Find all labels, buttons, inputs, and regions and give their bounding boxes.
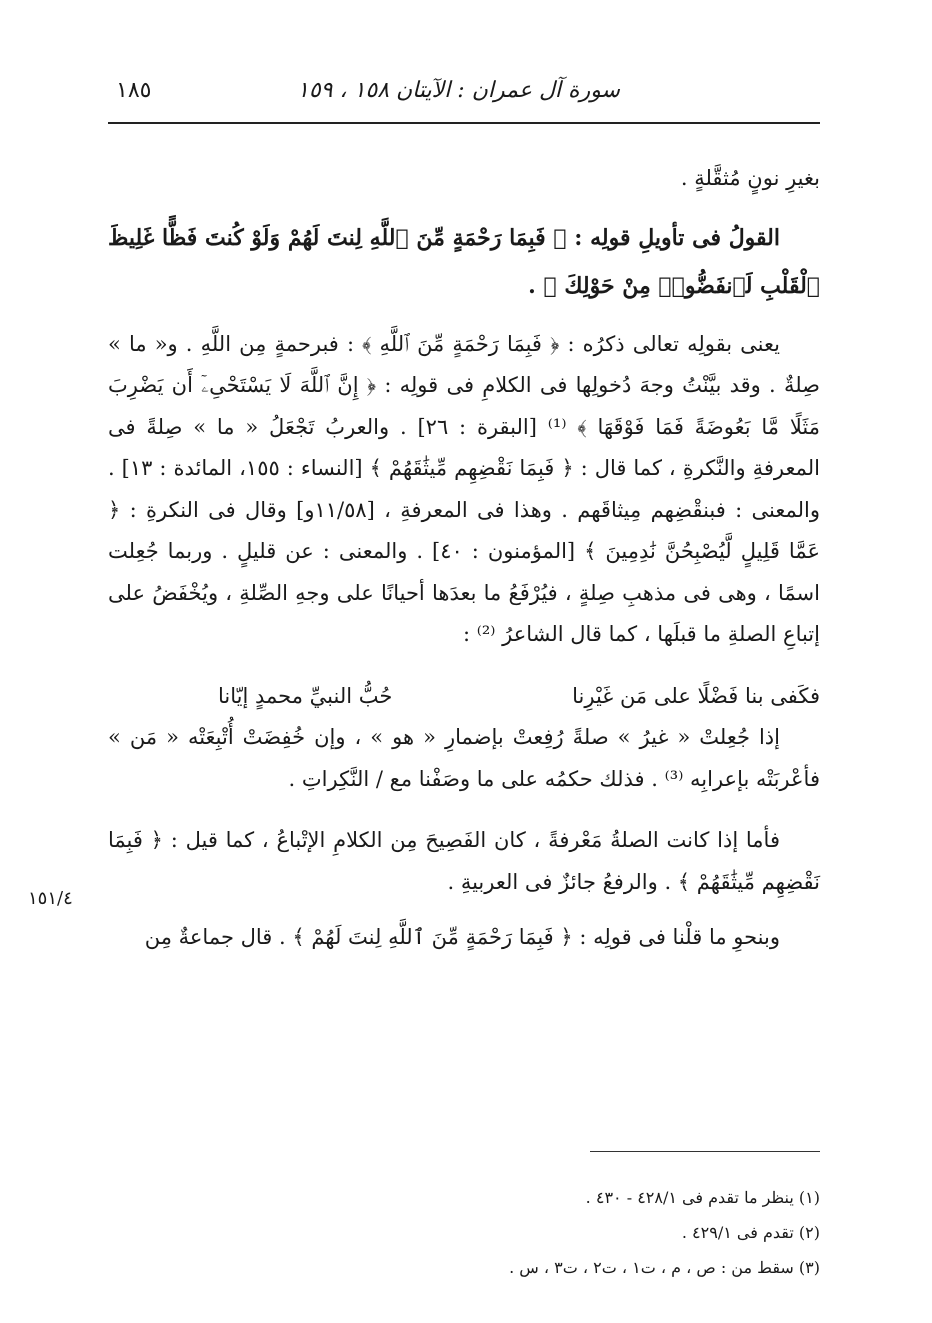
page-number: ١٨٥: [116, 78, 152, 103]
footnotes: [108, 1180, 820, 1285]
verse-second-hemistich: حُبُّ النبيِّ محمدٍ إيّانا: [218, 683, 393, 708]
poetry-verse: [108, 676, 820, 718]
footnote-item: (١) ينظر ما تقدم فى ٤٢٨/١ - ٤٣٠ .: [585, 1188, 820, 1207]
page-header: [108, 74, 820, 114]
main-text: [108, 158, 820, 959]
paragraph-continuation: بغيرِ نونٍ مُثقَّلةٍ .: [680, 166, 820, 190]
verse-first-hemistich: فكَفى بنا فَضْلًا على مَن غَيْرِنا: [572, 683, 820, 708]
margin-reference: ١٥١/٤: [28, 888, 73, 909]
paragraph-verse-explanation: إذا جُعِلتْ « غيرُ » صلةً رُفِعتْ بإضمارِ « هو » ، وإن خُفِضَتْ أُتْبِعَتْه « مَن » فأعْربَتْه بإعرابِه ⁽³⁾ . فذلك حكمُه على ما وصَفْنا مع / النَّكِراتِ .: [108, 725, 820, 791]
paragraph-definite-relative: فأما إذا كانت الصلةُ مَعْرفةً ، كان الفَصِيحَ مِن الكلامِ الإتْباعُ ، كما قيل : ﴿ فَبِمَا نَقْضِهِم مِّيثَٰقَهُمْ ﴾ . والرفعُ جائزٌ فى العربيةِ .: [108, 828, 820, 894]
paragraph-closing: وبنحوِ ما قلْنا فى قولِه : ﴿ فَبِمَا رَحْمَةٍ مِّنَ ٱللَّهِ لِنتَ لَهُمْ ﴾ . قال جماعةٌ مِن: [144, 925, 780, 949]
footnote-item: (٢) تقدم فى ٤٢٩/١ .: [681, 1223, 820, 1242]
footnote-item: (٣) سقط من : ص ، م ، ت١ ، ت٢ ، ت٣ ، س .: [509, 1258, 820, 1277]
paragraph-commentary: يعنى بقولِه تعالى ذكرُه : ﴿ فَبِمَا رَحْمَةٍ مِّنَ ٱللَّهِ ﴾ : فبرحمةٍ مِن اللَّهِ . و« ما » صِلةٌ . وقد بيَّنْتُ وجهَ دُخولِها فى الكلامِ فى قولِه : ﴿ إِنَّ ٱللَّهَ لَا يَسْتَحْىِۦٓ أَن يَضْرِبَ مَثَلًا مَّا بَعُوضَةً فَمَا فَوْقَهَا ﴾ ⁽¹⁾ [البقرة : ٢٦] . والعربُ تَجْعَلُ « ما » صِلةً فى المعرفةِ والنَّكرةِ ، كما قال : ﴿ فَبِمَا نَقْضِهِم مِّيثَٰقَهُمْ ﴾ [النساء : ١٥٥، المائدة : ١٣] . والمعنى : فبنقْضِهم مِيثاقَهم . وهذا فى المعرفةِ ، [١١/٥٨و] وقال فى النكرةِ : ﴿ عَمَّا قَلِيلٍ لَّيُصْبِحُنَّ نَٰدِمِينَ ﴾ [المؤمنون : ٤٠] . والمعنى : عن قليلٍ . وربما جُعِلت اسمًا ، وهى فى مذهبِ صِلةٍ ، فيُرْفَعُ ما بعدَها أحيانًا على وجهِ الصِّلةِ ، ويُخْفَضُ على إتباعِ الصلةِ ما قبلَها ، كما قال الشاعرُ ⁽²⁾ :: [108, 331, 820, 646]
header-rule: [108, 122, 820, 124]
section-heading-paragraph: القولُ فى تأويلِ قولِه : ﴿ فَبِمَا رَحْمَةٍ مِّنَ ٱللَّهِ لِنتَ لَهُمْ وَلَوْ كُنتَ فَظًّا غَلِيظَ ٱلْقَلْبِ لَٱنفَضُّوا۟ مِنْ حَوْلِكَ ﴾ .: [108, 224, 820, 299]
footnote-rule: [590, 1151, 820, 1152]
running-title: سورة آل عمران : الآيتان ١٥٨ ، ١٥٩: [297, 78, 620, 103]
